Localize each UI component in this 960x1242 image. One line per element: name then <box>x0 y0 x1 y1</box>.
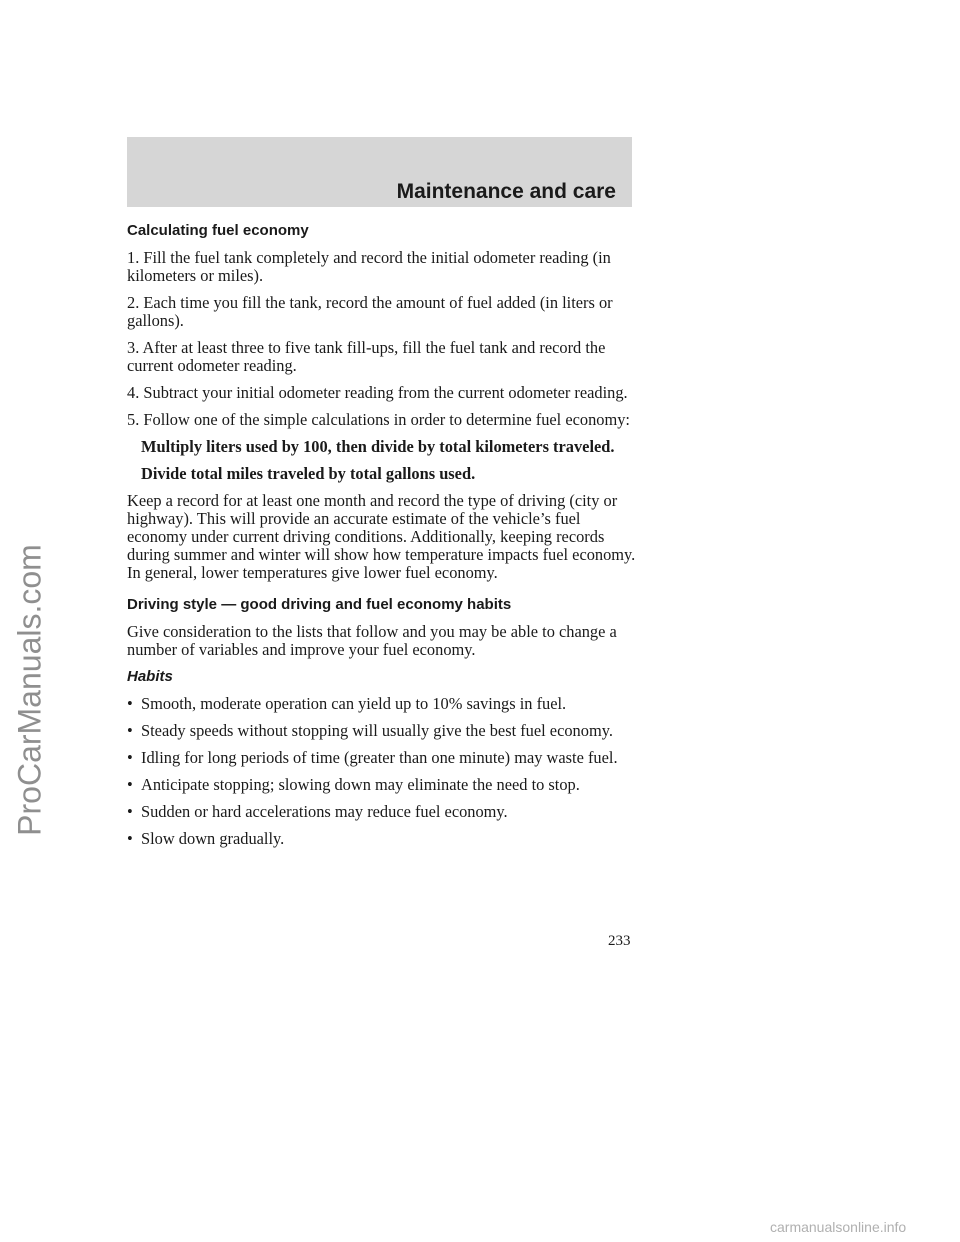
habit-text: Idling for long periods of time (greater than one minute) may waste fuel. <box>141 748 618 767</box>
record-keeping-note: Keep a record for at least one month and record the type of driving (city or highway). This will provide an accurate estimate of the vehicle’s fuel economy under current driving conditions. Additionally, keeping records during summer and winter will show how temperature impacts fuel economy. In general, lower temperatures give lower fuel economy. <box>127 491 636 582</box>
section-header-band <box>127 137 632 207</box>
page-content <box>127 222 637 857</box>
formula-metric: Multiply liters used by 100, then divide by total kilometers traveled. <box>141 437 615 456</box>
bullet-icon: • <box>127 721 133 740</box>
bullet-icon: • <box>127 829 133 848</box>
fuel-economy-heading: Calculating fuel economy <box>127 222 309 239</box>
habits-subheading: Habits <box>127 668 173 685</box>
footer-watermark: carmanualsonline.info <box>770 1219 907 1235</box>
list-item <box>127 803 637 821</box>
formula-imperial: Divide total miles traveled by total gallons used. <box>141 464 476 483</box>
bullet-icon: • <box>127 694 133 713</box>
habit-text: Steady speeds without stopping will usually give the best fuel economy. <box>141 721 613 740</box>
bullet-icon: • <box>127 775 133 794</box>
page-number: 233 <box>608 933 631 949</box>
habit-text: Anticipate stopping; slowing down may eliminate the need to stop. <box>141 775 580 794</box>
habit-text: Sudden or hard accelerations may reduce fuel economy. <box>141 802 508 821</box>
habits-list <box>127 695 637 848</box>
step-3: 3. After at least three to five tank fill-ups, fill the fuel tank and record the current odometer reading. <box>127 338 606 375</box>
driving-style-intro: Give consideration to the lists that follow and you may be able to change a number of variables and improve your fuel economy. <box>127 622 617 659</box>
bullet-icon: • <box>127 802 133 821</box>
step-1: 1. Fill the fuel tank completely and record the initial odometer reading (in kilometers or miles). <box>127 248 611 285</box>
side-watermark: ProCarManuals.com <box>11 544 48 836</box>
list-item <box>127 722 637 740</box>
habit-text: Slow down gradually. <box>141 829 285 848</box>
habit-text: Smooth, moderate operation can yield up to 10% savings in fuel. <box>141 694 567 713</box>
bullet-icon: • <box>127 748 133 767</box>
step-4: 4. Subtract your initial odometer reading from the current odometer reading. <box>127 383 628 402</box>
step-5: 5. Follow one of the simple calculations in order to determine fuel economy: <box>127 410 630 429</box>
list-item <box>127 830 637 848</box>
section-title: Maintenance and care <box>396 180 616 203</box>
list-item <box>127 776 637 794</box>
list-item <box>127 695 637 713</box>
driving-style-heading: Driving style — good driving and fuel economy habits <box>127 596 512 613</box>
list-item <box>127 749 637 767</box>
step-2: 2. Each time you fill the tank, record the amount of fuel added (in liters or gallons). <box>127 293 613 330</box>
